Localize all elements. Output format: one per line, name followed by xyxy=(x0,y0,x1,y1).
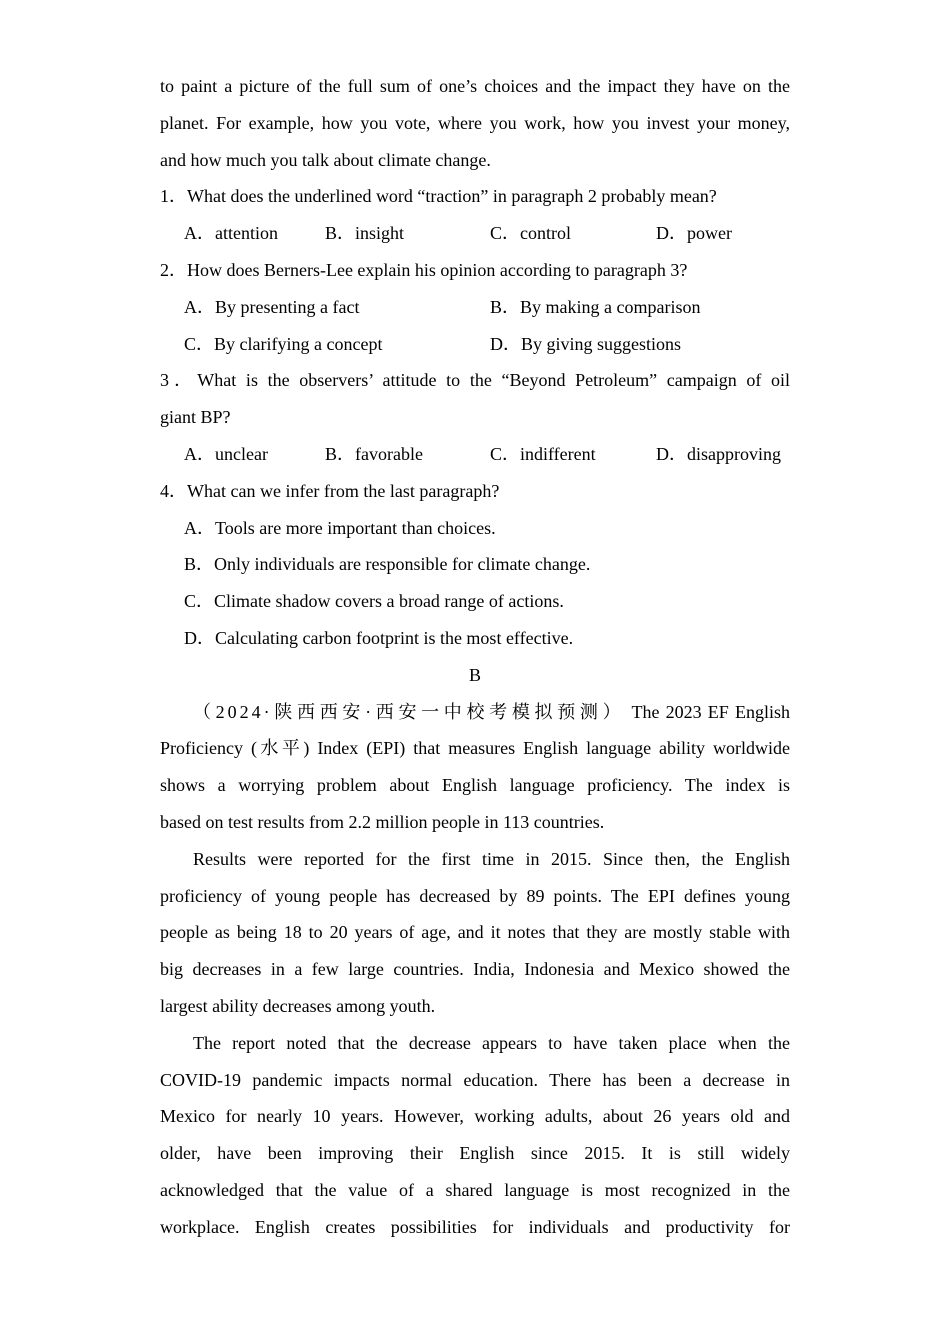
passage-line: to paint a picture of the full sum of one’s choices and the impact they have on the xyxy=(160,76,790,96)
passage-line: The report noted that the decrease appears to have taken place when the xyxy=(193,1032,790,1053)
question-1-stem: 1．What does the underlined word “traction” in paragraph 2 probably mean? xyxy=(160,186,717,207)
option-c[interactable]: C．Climate shadow covers a broad range of actions. xyxy=(184,591,564,612)
question-4-stem: 4．What can we infer from the last paragraph? xyxy=(160,480,500,501)
option-d[interactable]: D．power xyxy=(656,223,732,244)
question-3-stem: 3．What is the observers’ attitude to the “Beyond Petroleum” campaign of oil xyxy=(160,370,790,391)
passage-line: largest ability decreases among youth. xyxy=(160,995,436,1016)
option-a[interactable]: A．attention xyxy=(184,223,278,244)
passage-line: big decreases in a few large countries. India, Indonesia and Mexico showed the xyxy=(160,959,790,980)
passage-line: proficiency of young people has decreased by 89 points. The EPI defines young xyxy=(160,885,790,906)
source-note: （2024·陕西西安·西安一中校考模拟预测） xyxy=(193,701,626,722)
option-d[interactable]: D．disapproving xyxy=(656,443,781,464)
section-heading: B xyxy=(468,664,481,685)
option-c[interactable]: C．control xyxy=(490,223,571,244)
option-b[interactable]: B．favorable xyxy=(325,443,423,464)
document-page xyxy=(160,68,790,1246)
passage-line: older, have been improving their English since 2015. It is still widely xyxy=(160,1143,790,1164)
passage-line: and how much you talk about climate change. xyxy=(160,149,491,170)
passage-line: COVID-19 pandemic impacts normal education. There has been a decrease in xyxy=(160,1069,790,1090)
passage-first-line xyxy=(160,694,790,731)
option-c[interactable]: C．indifferent xyxy=(490,443,596,464)
passage-line: acknowledged that the value of a shared language is most recognized in the xyxy=(160,1179,790,1200)
option-a[interactable]: A．unclear xyxy=(184,443,268,464)
question-3-stem-cont: giant BP? xyxy=(160,407,231,428)
question-2-stem: 2．How does Berners-Lee explain his opinion according to paragraph 3? xyxy=(160,259,688,280)
option-c[interactable]: C．By clarifying a concept xyxy=(184,333,383,354)
passage-line: based on test results from 2.2 million people in 113 countries. xyxy=(160,811,605,832)
question-2-options-row2 xyxy=(160,326,790,363)
passage-line: people as being 18 to 20 years of age, and it notes that they are mostly stable with xyxy=(160,922,790,943)
passage-line: planet. For example, how you vote, where you work, how you invest your money, xyxy=(160,112,790,133)
option-b[interactable]: B．insight xyxy=(325,223,405,244)
passage-line: workplace. English creates possibilities for individuals and productivity for xyxy=(160,1216,790,1237)
passage-line: Results were reported for the first time in 2015. Since then, the English xyxy=(193,848,790,869)
question-3-options xyxy=(160,436,790,473)
option-b[interactable]: B．By making a comparison xyxy=(490,296,701,317)
option-a[interactable]: A．Tools are more important than choices. xyxy=(184,517,496,538)
option-a[interactable]: A．By presenting a fact xyxy=(184,296,360,317)
option-d[interactable]: D．By giving suggestions xyxy=(490,333,682,354)
passage-line: Mexico for nearly 10 years. However, working adults, about 26 years old and xyxy=(160,1106,790,1127)
question-2-options-row1 xyxy=(160,289,790,326)
option-d[interactable]: D．Calculating carbon footprint is the most effective. xyxy=(184,627,574,648)
passage-text: The 2023 EF English xyxy=(631,701,790,722)
passage-line: Proficiency (水平) Index (EPI) that measures English language ability worldwide xyxy=(160,738,790,759)
option-b[interactable]: B．Only individuals are responsible for climate change. xyxy=(184,554,591,575)
passage-line: shows a worrying problem about English language proficiency. The index is xyxy=(160,775,790,796)
question-1-options xyxy=(160,215,790,252)
